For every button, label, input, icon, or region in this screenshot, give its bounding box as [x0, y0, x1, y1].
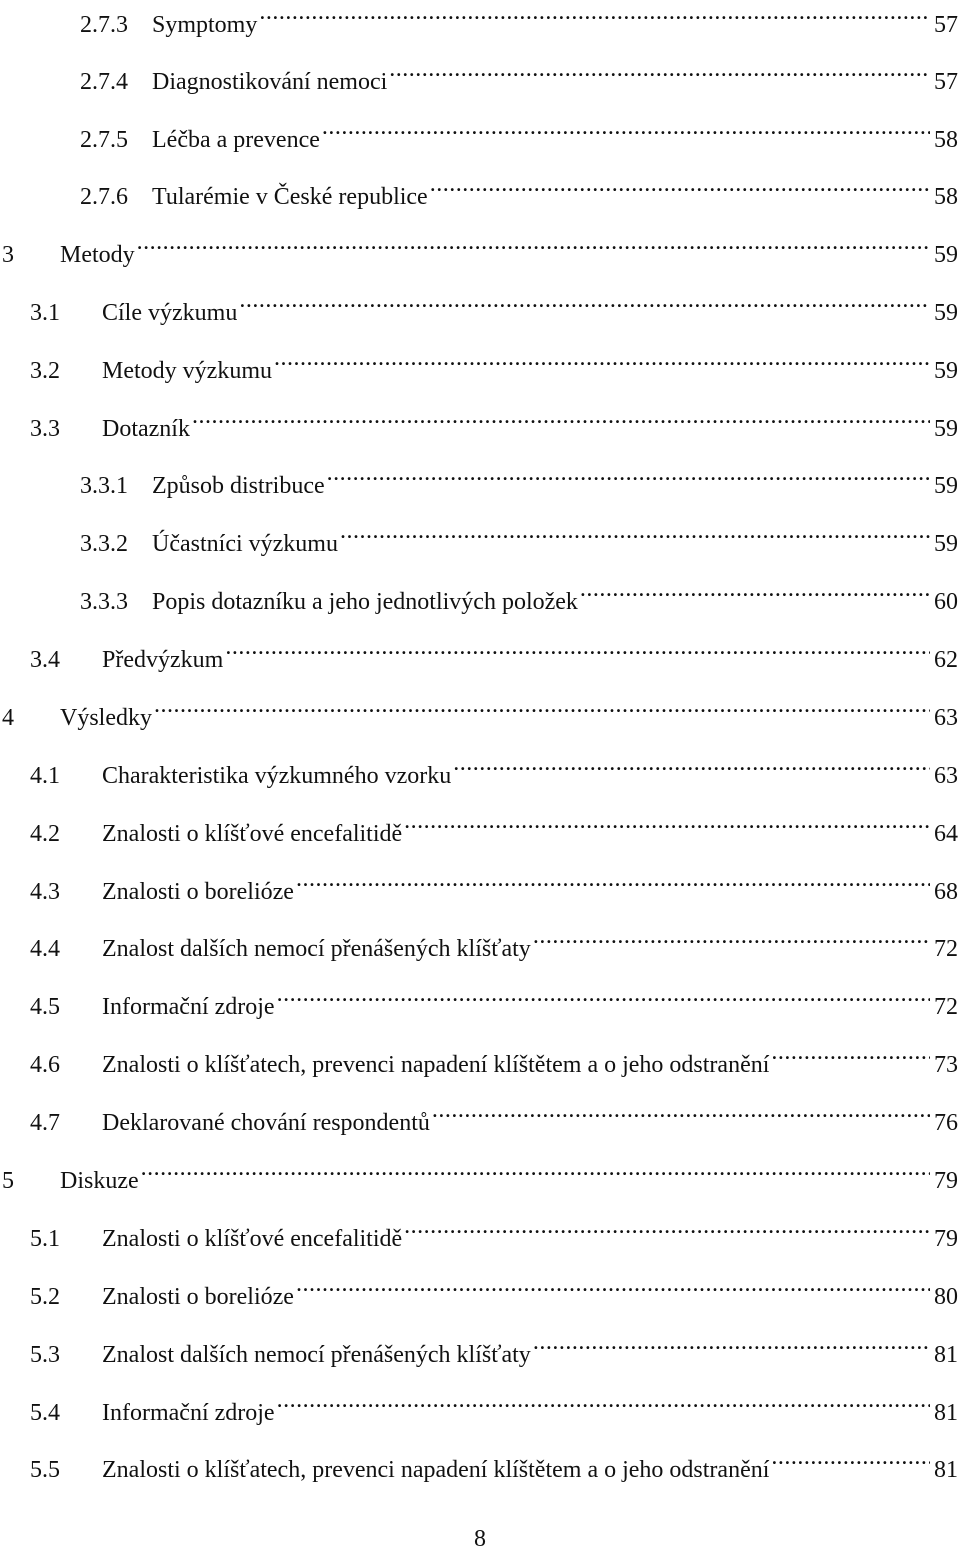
- toc-entry[interactable]: [0, 1032, 960, 1078]
- toc-entry-title: Diagnostikování nemoci: [152, 69, 388, 95]
- toc-leader-dots: [225, 627, 930, 667]
- toc-entry[interactable]: [0, 511, 960, 557]
- toc-entry-number: 2.7.3: [80, 12, 128, 38]
- toc-entry[interactable]: [0, 338, 960, 384]
- toc-entry[interactable]: [0, 801, 960, 847]
- toc-entry-title: Znalosti o klíšťové encefalitidě: [102, 1226, 403, 1252]
- toc-entry-title: Znalost dalších nemocí přenášených klíšťaty: [102, 936, 531, 962]
- toc-entry-page: 60: [934, 589, 958, 615]
- toc-entry[interactable]: [0, 1090, 960, 1136]
- toc-entry-page: 57: [934, 69, 958, 95]
- toc-entry[interactable]: [0, 859, 960, 905]
- toc-entry-page: 59: [934, 358, 958, 384]
- toc-entry-number: 5.2: [30, 1284, 60, 1310]
- toc-entry-page: 59: [934, 473, 958, 499]
- toc-leader-dots: [277, 974, 930, 1014]
- toc-entry[interactable]: [0, 1148, 960, 1194]
- toc-leader-dots: [296, 1264, 930, 1304]
- toc-leader-dots: [430, 164, 930, 204]
- toc-leader-dots: [533, 916, 930, 956]
- toc-entry-number: 3.3.2: [80, 531, 128, 557]
- toc-entry-number: 5.1: [30, 1226, 60, 1252]
- toc-entry-title: Deklarované chování respondentů: [102, 1110, 430, 1136]
- toc-entry-number: 3.3: [30, 416, 60, 442]
- toc-entry-page: 80: [934, 1284, 958, 1310]
- toc-leader-dots: [771, 1437, 930, 1477]
- toc-entry-page: 72: [934, 994, 958, 1020]
- toc-entry-number: 4.4: [30, 936, 60, 962]
- toc-entry[interactable]: [0, 743, 960, 789]
- toc-leader-dots: [154, 685, 930, 725]
- toc-entry-number: 2.7.6: [80, 184, 128, 210]
- toc-entry-number: 4.7: [30, 1110, 60, 1136]
- toc-entry[interactable]: [0, 107, 960, 153]
- toc-entry-page: 73: [934, 1052, 958, 1078]
- toc-leader-dots: [141, 1148, 930, 1188]
- toc-entry-title: Způsob distribuce: [152, 473, 325, 499]
- toc-entry-page: 81: [934, 1400, 958, 1426]
- toc-leader-dots: [274, 338, 930, 378]
- toc-entry-page: 58: [934, 127, 958, 153]
- toc-leader-dots: [239, 280, 930, 320]
- toc-entry-number: 5: [2, 1168, 14, 1194]
- toc-entry-title: Cíle výzkumu: [102, 300, 238, 326]
- toc-entry-number: 4.2: [30, 821, 60, 847]
- toc-entry-page: 81: [934, 1342, 958, 1368]
- toc-entry[interactable]: [0, 1264, 960, 1310]
- toc-entry[interactable]: [0, 916, 960, 962]
- toc-entry-title: Účastníci výzkumu: [152, 531, 338, 557]
- toc-entry-title: Znalosti o klíšťatech, prevenci napadení klíštětem a o jeho odstranění: [102, 1052, 770, 1078]
- toc-leader-dots: [296, 859, 930, 899]
- toc-leader-dots: [322, 107, 930, 147]
- toc-leader-dots: [277, 1380, 930, 1420]
- toc-entry-number: 3.2: [30, 358, 60, 384]
- toc-entry-page: 59: [934, 300, 958, 326]
- toc-entry-number: 3.3.1: [80, 473, 128, 499]
- toc-entry-title: Dotazník: [102, 416, 190, 442]
- toc-leader-dots: [137, 222, 930, 262]
- toc-entry-title: Charakteristika výzkumného vzorku: [102, 763, 452, 789]
- toc-entry-page: 59: [934, 531, 958, 557]
- toc-entry-page: 58: [934, 184, 958, 210]
- toc-entry[interactable]: [0, 453, 960, 499]
- toc-entry-title: Znalosti o borelióze: [102, 879, 294, 905]
- toc-entry[interactable]: [0, 1322, 960, 1368]
- toc-entry-title: Předvýzkum: [102, 647, 224, 673]
- toc-leader-dots: [389, 49, 930, 89]
- toc-entry[interactable]: [0, 569, 960, 615]
- toc-entry-title: Výsledky: [60, 705, 152, 731]
- toc-leader-dots: [340, 511, 930, 551]
- toc-entry-title: Znalosti o borelióze: [102, 1284, 294, 1310]
- toc-entry[interactable]: [0, 0, 960, 38]
- toc-entry-page: 68: [934, 879, 958, 905]
- toc-entry-number: 2.7.4: [80, 69, 128, 95]
- toc-leader-dots: [432, 1090, 930, 1130]
- toc-entry-title: Tularémie v České republice: [152, 184, 428, 210]
- toc-entry[interactable]: [0, 280, 960, 326]
- toc-entry-page: 76: [934, 1110, 958, 1136]
- toc-entry-number: 3.4: [30, 647, 60, 673]
- toc-entry-number: 5.3: [30, 1342, 60, 1368]
- toc-entry-title: Informační zdroje: [102, 994, 275, 1020]
- toc-leader-dots: [192, 396, 930, 436]
- toc-entry[interactable]: [0, 685, 960, 731]
- toc-leader-dots: [404, 1206, 930, 1246]
- toc-entry[interactable]: [0, 49, 960, 95]
- toc-entry-page: 79: [934, 1226, 958, 1252]
- toc-entry-page: 64: [934, 821, 958, 847]
- toc-entry[interactable]: [0, 1437, 960, 1483]
- toc-entry[interactable]: [0, 627, 960, 673]
- toc-entry-page: 81: [934, 1457, 958, 1483]
- toc-entry-title: Symptomy: [152, 12, 258, 38]
- toc-entry-number: 4.6: [30, 1052, 60, 1078]
- toc-entry[interactable]: [0, 396, 960, 442]
- toc-entry-title: Diskuze: [60, 1168, 139, 1194]
- toc-entry-page: 63: [934, 763, 958, 789]
- toc-entry-title: Léčba a prevence: [152, 127, 320, 153]
- toc-entry-title: Metody výzkumu: [102, 358, 272, 384]
- toc-entry[interactable]: [0, 1380, 960, 1426]
- toc-entry-number: 3.1: [30, 300, 60, 326]
- toc-entry-page: 63: [934, 705, 958, 731]
- toc-leader-dots: [580, 569, 930, 609]
- toc-entry[interactable]: [0, 164, 960, 210]
- toc-entry-number: 5.4: [30, 1400, 60, 1426]
- toc-entry-number: 4.3: [30, 879, 60, 905]
- toc-entry-title: Znalosti o klíšťové encefalitidě: [102, 821, 403, 847]
- toc-entry-title: Znalosti o klíšťatech, prevenci napadení klíštětem a o jeho odstranění: [102, 1457, 770, 1483]
- toc-entry-number: 5.5: [30, 1457, 60, 1483]
- toc-leader-dots: [404, 801, 930, 841]
- toc-entry-title: Znalost dalších nemocí přenášených klíšťaty: [102, 1342, 531, 1368]
- toc-entry-number: 4.5: [30, 994, 60, 1020]
- toc-entry-page: 79: [934, 1168, 958, 1194]
- toc-entry-number: 4: [2, 705, 14, 731]
- toc-entry-title: Informační zdroje: [102, 1400, 275, 1426]
- toc-leader-dots: [327, 453, 930, 493]
- toc-entry-number: 3: [2, 242, 14, 268]
- toc-entry[interactable]: [0, 222, 960, 268]
- toc-entry-page: 59: [934, 416, 958, 442]
- page-number: 8: [474, 1526, 486, 1552]
- toc-entry-title: Metody: [60, 242, 135, 268]
- toc-leader-dots: [453, 743, 930, 783]
- toc-entry-title: Popis dotazníku a jeho jednotlivých položek: [152, 589, 578, 615]
- toc-entry-page: 57: [934, 12, 958, 38]
- toc-entry-page: 72: [934, 936, 958, 962]
- toc-entry[interactable]: [0, 1206, 960, 1252]
- toc-entry-page: 62: [934, 647, 958, 673]
- toc-entry-number: 3.3.3: [80, 589, 128, 615]
- toc-entry-number: 4.1: [30, 763, 60, 789]
- toc-leader-dots: [259, 0, 930, 32]
- toc-entry[interactable]: [0, 974, 960, 1020]
- toc-leader-dots: [533, 1322, 930, 1362]
- toc-entry-page: 59: [934, 242, 958, 268]
- toc-leader-dots: [771, 1032, 930, 1072]
- toc-entry-number: 2.7.5: [80, 127, 128, 153]
